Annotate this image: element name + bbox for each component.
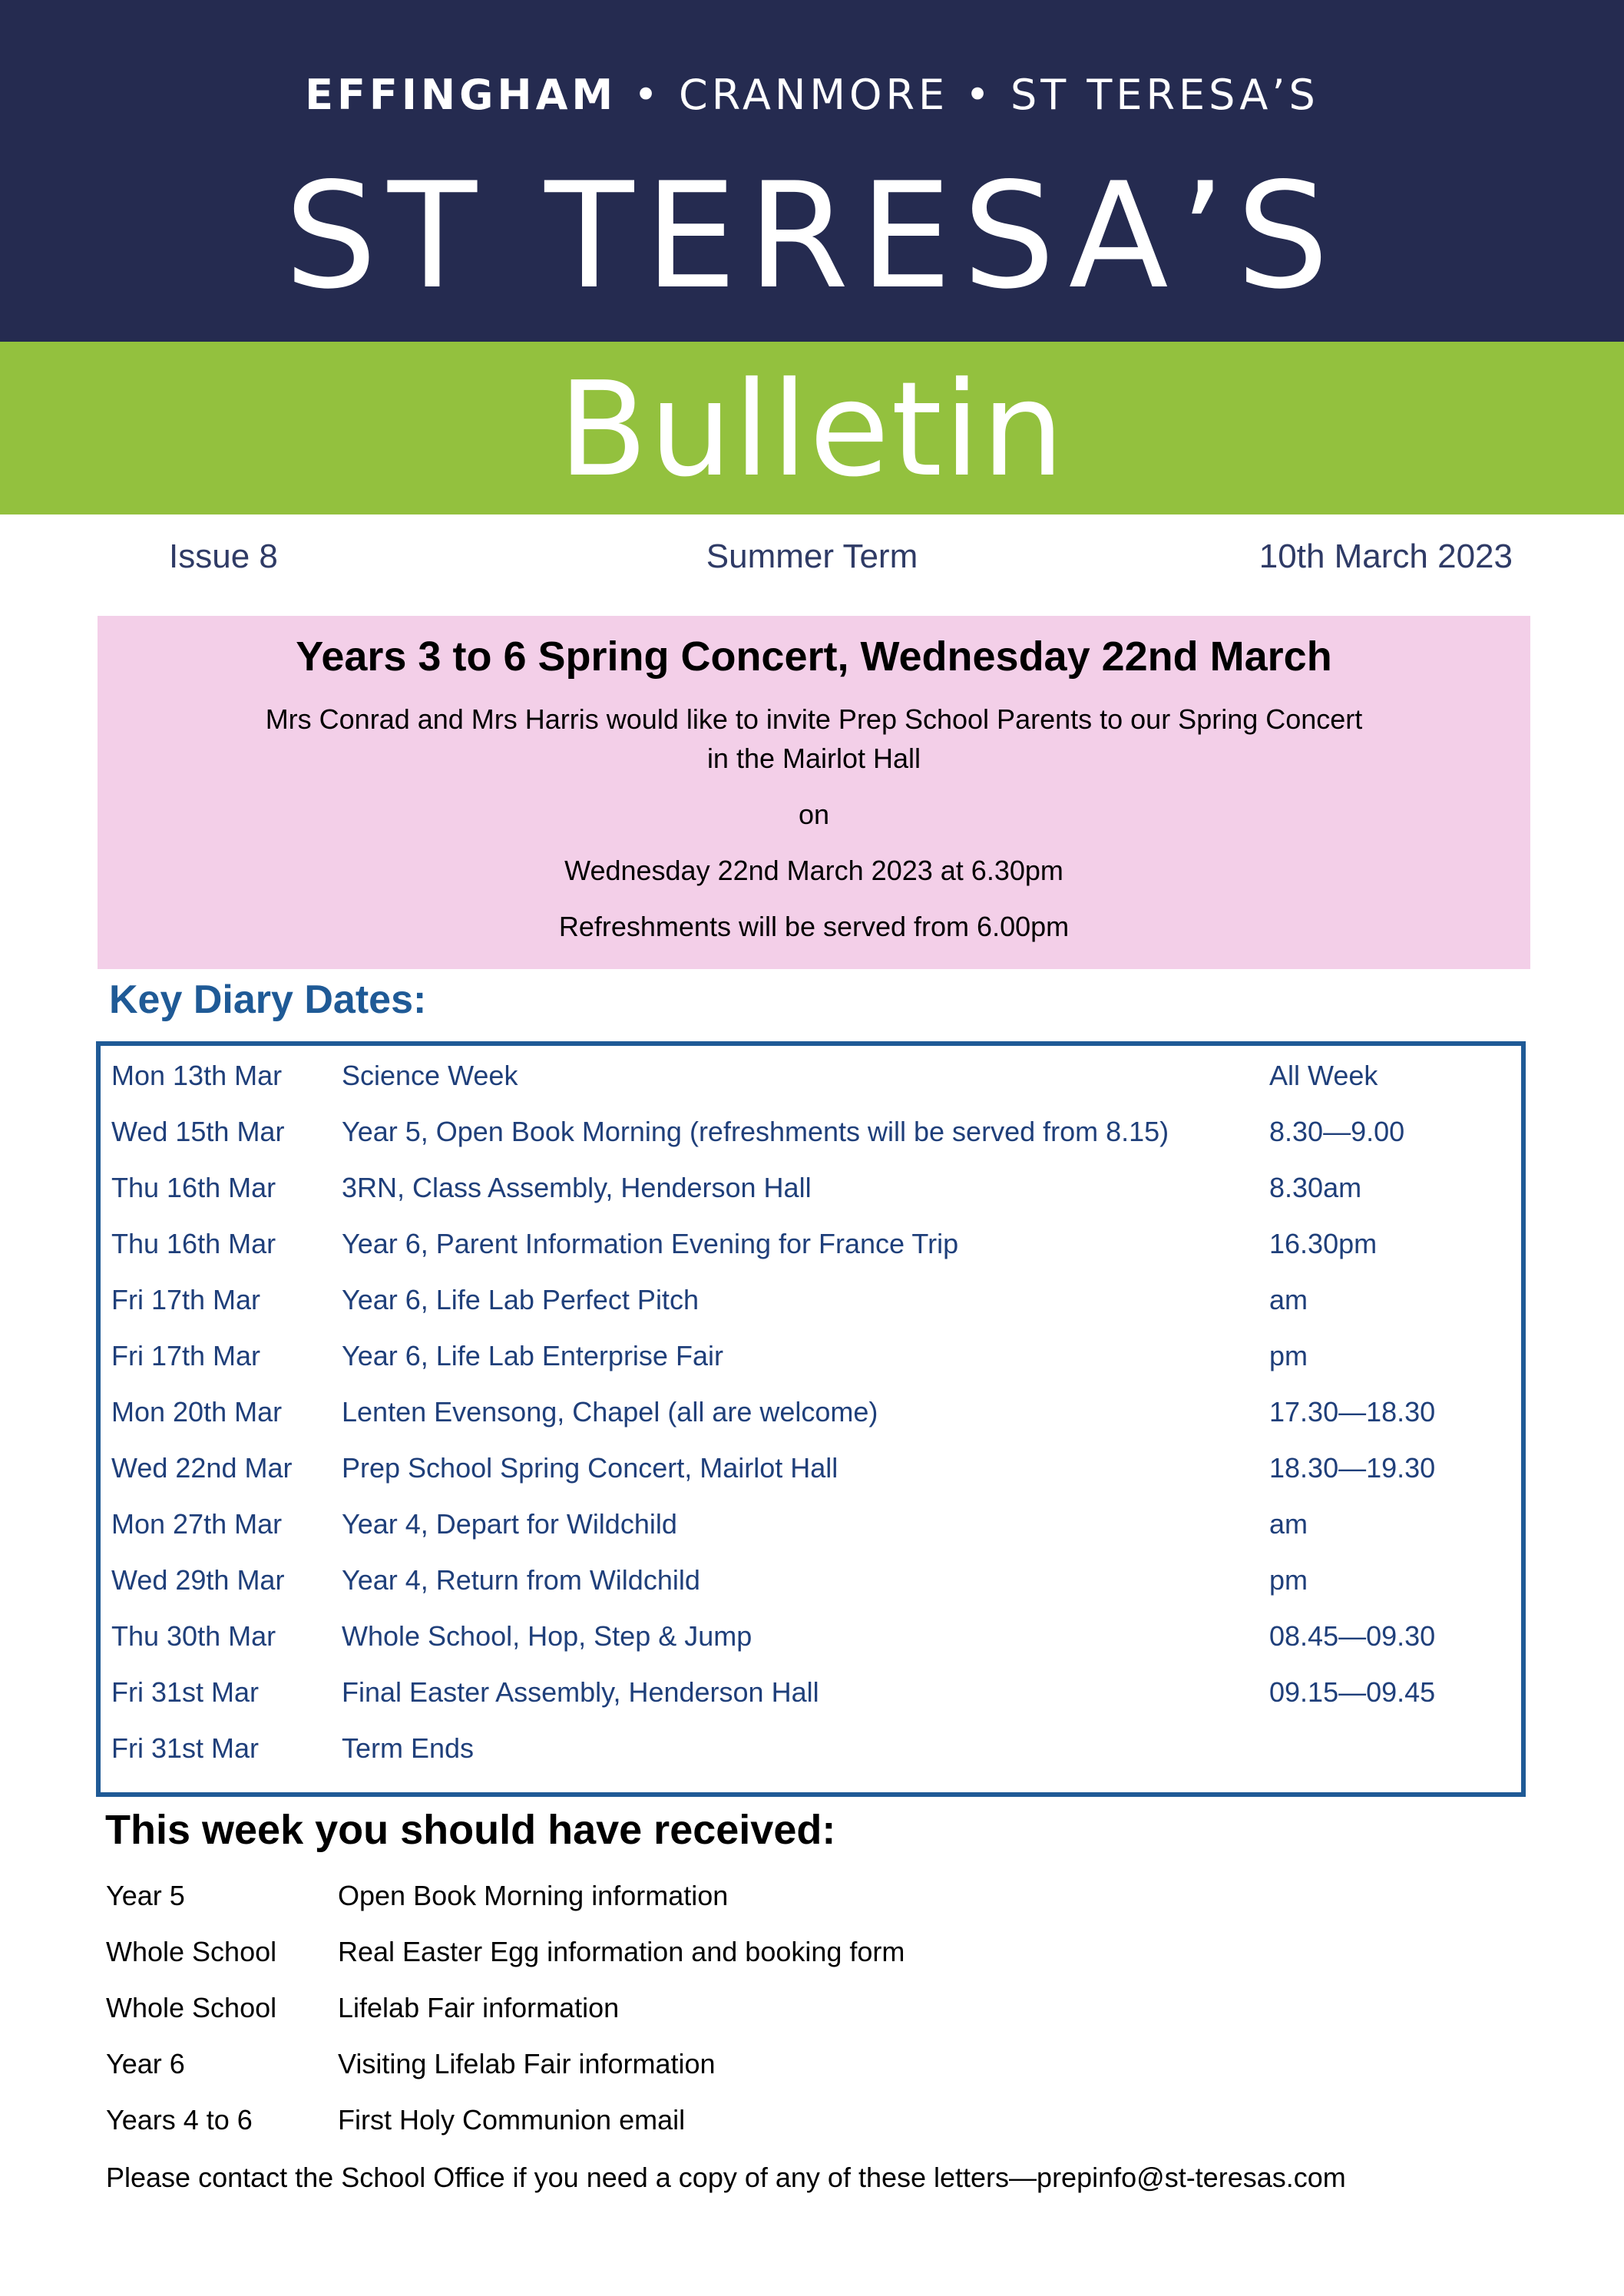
received-item: Real Easter Egg information and booking form	[338, 1936, 905, 1967]
diary-event: Year 4, Return from Wildchild	[342, 1564, 700, 1596]
diary-time: 08.45—09.30	[1269, 1620, 1436, 1652]
concert-notice	[98, 616, 1530, 969]
diary-row	[101, 1158, 1521, 1214]
received-item: First Holy Communion email	[338, 2104, 686, 2136]
diary-event: 3RN, Class Assembly, Henderson Hall	[342, 1172, 812, 1203]
diary-row	[101, 1606, 1521, 1662]
diary-date: Thu 16th Mar	[111, 1172, 276, 1203]
term-label: Summer Term	[706, 538, 918, 575]
diary-date: Wed 15th Mar	[111, 1116, 285, 1147]
diary-time: 09.15—09.45	[1269, 1676, 1436, 1708]
diary-row	[101, 1662, 1521, 1719]
school-group-tagline	[0, 71, 1624, 119]
diary-date: Fri 31st Mar	[111, 1732, 260, 1764]
received-audience: Whole School	[106, 1992, 277, 2023]
diary-row	[101, 1326, 1521, 1382]
concert-on-text: on	[798, 799, 830, 830]
diary-time: 8.30am	[1269, 1172, 1362, 1203]
diary-event: Prep School Spring Concert, Mairlot Hall	[342, 1452, 838, 1484]
received-item: Open Book Morning information	[338, 1880, 729, 1911]
diary-event: Year 5, Open Book Morning (refreshments will be served from 8.15)	[342, 1116, 1169, 1147]
issue-date: 10th March 2023	[1259, 538, 1513, 575]
diary-row	[101, 1438, 1521, 1494]
received-item: Lifelab Fair information	[338, 1992, 620, 2023]
diary-row	[101, 1102, 1521, 1158]
issue-number: Issue 8	[169, 538, 278, 575]
diary-heading: Key Diary Dates:	[109, 978, 427, 1022]
diary-event: Year 4, Depart for Wildchild	[342, 1508, 677, 1540]
tagline-st-teresas: ST TERESA’S	[1010, 71, 1319, 119]
diary-date: Mon 20th Mar	[111, 1396, 283, 1428]
school-name: ST TERESA’S	[284, 151, 1340, 321]
tagline-effingham: EFFINGHAM	[305, 71, 617, 119]
diary-date: Wed 29th Mar	[111, 1564, 285, 1596]
diary-date: Fri 31st Mar	[111, 1676, 260, 1708]
diary-row	[101, 1550, 1521, 1606]
received-heading: This week you should have received:	[105, 1807, 836, 1853]
diary-event: Year 6, Life Lab Enterprise Fair	[342, 1340, 723, 1371]
diary-date: Mon 27th Mar	[111, 1508, 283, 1540]
tagline-separator: •	[965, 71, 994, 119]
received-audience: Years 4 to 6	[106, 2104, 253, 2136]
received-item: Visiting Lifelab Fair information	[338, 2048, 716, 2079]
received-audience: Year 6	[106, 2048, 185, 2079]
concert-refreshments-text: Refreshments will be served from 6.00pm	[558, 911, 1070, 942]
diary-row	[101, 1382, 1521, 1438]
received-audience: Year 5	[106, 1880, 185, 1911]
diary-time: All Week	[1269, 1060, 1378, 1091]
diary-row	[101, 1719, 1521, 1775]
diary-event: Lenten Evensong, Chapel (all are welcome)	[342, 1396, 878, 1428]
concert-venue-text: in the Mairlot Hall	[706, 743, 921, 774]
diary-dates-table	[96, 1041, 1526, 1797]
diary-time: 16.30pm	[1269, 1228, 1378, 1259]
concert-datetime-text: Wednesday 22nd March 2023 at 6.30pm	[564, 855, 1063, 886]
diary-event: Whole School, Hop, Step & Jump	[342, 1620, 752, 1652]
contact-note: Please contact the School Office if you need a copy of any of these letters—prepinfo@st-teresas.com	[106, 2162, 1346, 2193]
diary-event: Term Ends	[342, 1732, 475, 1764]
diary-time: pm	[1269, 1340, 1308, 1371]
diary-row	[101, 1046, 1521, 1102]
diary-date: Thu 30th Mar	[111, 1620, 276, 1652]
diary-event: Science Week	[342, 1060, 518, 1091]
concert-title: Years 3 to 6 Spring Concert, Wednesday 22nd March	[296, 634, 1332, 680]
tagline-cranmore: CRANMORE	[679, 71, 949, 119]
diary-time: am	[1269, 1508, 1308, 1540]
diary-event: Final Easter Assembly, Henderson Hall	[342, 1676, 819, 1708]
diary-row	[101, 1494, 1521, 1550]
diary-date: Thu 16th Mar	[111, 1228, 276, 1259]
diary-time: 17.30—18.30	[1269, 1396, 1436, 1428]
diary-date: Fri 17th Mar	[111, 1284, 261, 1315]
diary-row	[101, 1214, 1521, 1270]
diary-event: Year 6, Parent Information Evening for France Trip	[342, 1228, 959, 1259]
diary-event: Year 6, Life Lab Perfect Pitch	[342, 1284, 699, 1315]
publication-title: Bulletin	[557, 354, 1067, 506]
concert-invite-text: Mrs Conrad and Mrs Harris would like to invite Prep School Parents to our Spring Concert	[265, 703, 1363, 735]
diary-date: Fri 17th Mar	[111, 1340, 261, 1371]
diary-time: pm	[1269, 1564, 1308, 1596]
diary-row	[101, 1270, 1521, 1326]
tagline-separator: •	[633, 71, 663, 119]
diary-time: 8.30—9.00	[1269, 1116, 1405, 1147]
diary-time: 18.30—19.30	[1269, 1452, 1436, 1484]
diary-date: Mon 13th Mar	[111, 1060, 283, 1091]
diary-date: Wed 22nd Mar	[111, 1452, 293, 1484]
diary-time: am	[1269, 1284, 1308, 1315]
received-audience: Whole School	[106, 1936, 277, 1967]
